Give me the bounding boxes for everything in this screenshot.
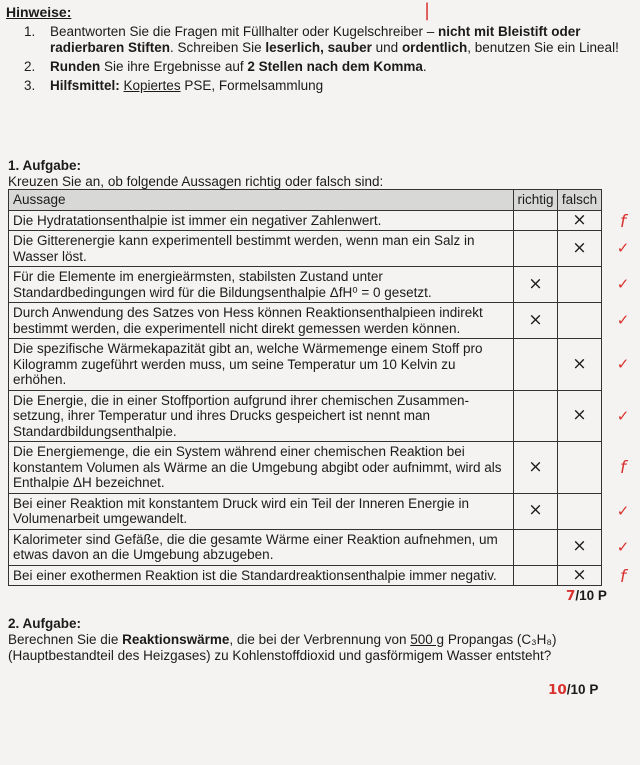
task2-title: 2. Aufgabe: xyxy=(8,616,82,631)
cross-mark: × xyxy=(572,536,587,557)
right-cell[interactable] xyxy=(514,493,558,529)
header-right: richtig xyxy=(514,190,558,211)
task2-score-total: /10 P xyxy=(566,682,599,697)
check-mark-icon: ✓ xyxy=(616,502,630,520)
pen-stroke-mark: | xyxy=(424,0,431,21)
cross-mark: × xyxy=(572,237,587,258)
table-row xyxy=(9,267,602,303)
check-mark-icon: ✓ xyxy=(616,355,630,373)
text-run: Propangas (C₃H₈) (Hauptbestandteil des Heizgases) zu Kohlenstoffdioxid und gasförmigem Wasser entsteht? xyxy=(8,632,557,663)
statements-table xyxy=(8,189,602,586)
text-run: Sie ihre Ergebnisse auf xyxy=(100,59,248,74)
cross-mark: × xyxy=(572,405,587,425)
hint-item-1 xyxy=(24,24,624,56)
check-mark-icon: ✓ xyxy=(616,239,630,257)
text-run: , die bei der Verbrennung von xyxy=(229,632,411,647)
right-cell[interactable] xyxy=(514,529,558,565)
wrong-cell[interactable] xyxy=(558,267,602,303)
table-row xyxy=(9,339,602,391)
table-header-row xyxy=(9,190,602,211)
table-row xyxy=(9,210,602,231)
hints-list xyxy=(24,24,624,97)
wrong-cell[interactable] xyxy=(558,303,602,339)
task1-instruction: Kreuzen Sie an, ob folgende Aussagen richtig oder falsch sind: xyxy=(8,174,384,189)
check-mark-icon: ✓ xyxy=(616,311,630,329)
right-cell[interactable] xyxy=(514,390,558,442)
statement-text: Die Hydratationsenthalpie ist immer ein negativer Zahlenwert. xyxy=(9,210,514,231)
text-run: und xyxy=(371,40,402,55)
task1-score xyxy=(566,588,607,604)
header-wrong: falsch xyxy=(558,190,602,211)
text-run: Runden xyxy=(50,59,101,74)
table-row xyxy=(9,390,602,442)
statement-text: Bei einer exothermen Reaktion ist die Standardreaktionsenthalpie immer negativ. xyxy=(9,565,514,586)
table-row xyxy=(9,529,602,565)
wrong-cell[interactable] xyxy=(558,210,602,231)
wrong-cell[interactable] xyxy=(558,339,602,391)
hints-title: Hinweise: xyxy=(6,4,72,20)
statement-text: Kalorimeter sind Gefäße, die die gesamte Wärme einer Reaktion aufnehmen, um etwas davon an die Umgebung abzugeben. xyxy=(9,529,514,565)
cross-mark: × xyxy=(528,456,543,477)
wrong-cell[interactable] xyxy=(558,565,602,586)
hint-text xyxy=(50,59,427,75)
wrong-mark-icon: f xyxy=(620,458,626,478)
text-run: , benutzen Sie ein Lineal! xyxy=(467,40,619,55)
hint-number: 1. xyxy=(24,24,36,39)
wrong-cell[interactable] xyxy=(558,529,602,565)
right-cell[interactable] xyxy=(514,267,558,303)
wrong-cell[interactable] xyxy=(558,442,602,494)
hint-number: 2. xyxy=(24,59,36,74)
table-row xyxy=(9,493,602,529)
hint-text xyxy=(50,24,624,56)
statement-text: Die Energie, die in einer Stoffportion aufgrund ihrer chemischen Zusammen-setzung, ihrer Temperatur und ihres Drucks gespeichert ist nennt man Standardbildungsenthalpie. xyxy=(9,390,514,442)
wrong-cell[interactable] xyxy=(558,493,602,529)
task1-title: 1. Aufgabe: xyxy=(8,158,82,173)
text-run: 500 g xyxy=(410,632,445,647)
check-mark-icon: ✓ xyxy=(616,407,630,425)
wrong-mark-icon: f xyxy=(620,566,626,587)
text-run: 2 Stellen nach dem Komma xyxy=(247,59,423,74)
text-run: Berechnen Sie die xyxy=(8,632,123,647)
task1-score-total: /10 P xyxy=(575,588,607,603)
right-cell[interactable] xyxy=(514,442,558,494)
header-statement: Aussage xyxy=(9,190,514,211)
right-cell[interactable] xyxy=(514,210,558,231)
text-run: leserlich, sauber xyxy=(265,40,372,55)
text-run: Beantworten Sie die Fragen mit Füllhalter oder Kugelschreiber – xyxy=(50,24,438,39)
check-mark-icon: ✓ xyxy=(616,275,630,293)
wrong-cell[interactable] xyxy=(558,390,602,442)
statement-text: Die spezifische Wärmekapazität gibt an, welche Wärmemenge einem Stoff pro Kilogramm zugeführt werden muss, um seine Temperatur um 10 Kelvin zu erhöhen. xyxy=(9,339,514,391)
text-run: Kopiertes xyxy=(123,78,181,93)
right-cell[interactable] xyxy=(514,303,558,339)
statement-text: Die Gitterenergie kann experimentell bestimmt werden, wenn man ein Salz in Wasser löst. xyxy=(9,231,514,267)
wrong-mark-icon: f xyxy=(620,211,626,232)
table-row xyxy=(9,565,602,586)
text-run: Reaktionswärme xyxy=(122,632,230,647)
cross-mark: × xyxy=(528,273,543,294)
text-run: . Schreiben Sie xyxy=(170,40,266,55)
right-cell[interactable] xyxy=(514,565,558,586)
hint-item-3 xyxy=(24,78,624,94)
hint-number: 3. xyxy=(24,78,36,93)
cross-mark: × xyxy=(572,353,587,374)
task2-text xyxy=(8,632,608,664)
statement-text: Die Energiemenge, die ein System während einer chemischen Reaktion bei konstantem Volumen als Wärme an die Umgebung abgibt oder aufnimmt, wird als Enthalpie ΔH bezeichnet. xyxy=(9,442,514,494)
text-run: . xyxy=(422,59,427,74)
text-run: ordentlich xyxy=(401,40,468,55)
check-mark-icon: ✓ xyxy=(616,538,630,556)
cross-mark: × xyxy=(528,500,543,521)
cross-mark: × xyxy=(572,209,587,230)
statement-text: Durch Anwendung des Satzes von Hess können Reaktionsenthalpieen indirekt bestimmt werden, die experimentell nicht direkt gemessen werden können. xyxy=(9,303,514,339)
table-row xyxy=(9,231,602,267)
task2-score xyxy=(548,682,598,698)
task1-score-got: 7 xyxy=(566,588,576,604)
task2-score-got: 10 xyxy=(548,682,567,698)
text-run: Hilfsmittel: xyxy=(50,78,120,93)
statement-text: Bei einer Reaktion mit konstantem Druck wird ein Teil der Inneren Energie in Volumenarbeit umgewandelt. xyxy=(9,493,514,529)
cross-mark: × xyxy=(528,309,543,330)
statement-text: Für die Elemente im energieärmsten, stabilsten Zustand unter Standardbedingungen wird für die Bildungsenthalpie ΔfH⁰ = 0 gesetzt. xyxy=(9,267,514,303)
hint-item-2 xyxy=(24,59,624,75)
text-run: nicht mit Bleistift oder radierbaren Stiften xyxy=(50,24,581,55)
table-row xyxy=(9,303,602,339)
hint-text xyxy=(50,78,323,94)
table-row xyxy=(9,442,602,494)
right-cell[interactable] xyxy=(514,339,558,391)
text-run: PSE, Formelsammlung xyxy=(180,78,324,93)
wrong-cell[interactable] xyxy=(558,231,602,267)
cross-mark: × xyxy=(572,564,587,585)
right-cell[interactable] xyxy=(514,231,558,267)
